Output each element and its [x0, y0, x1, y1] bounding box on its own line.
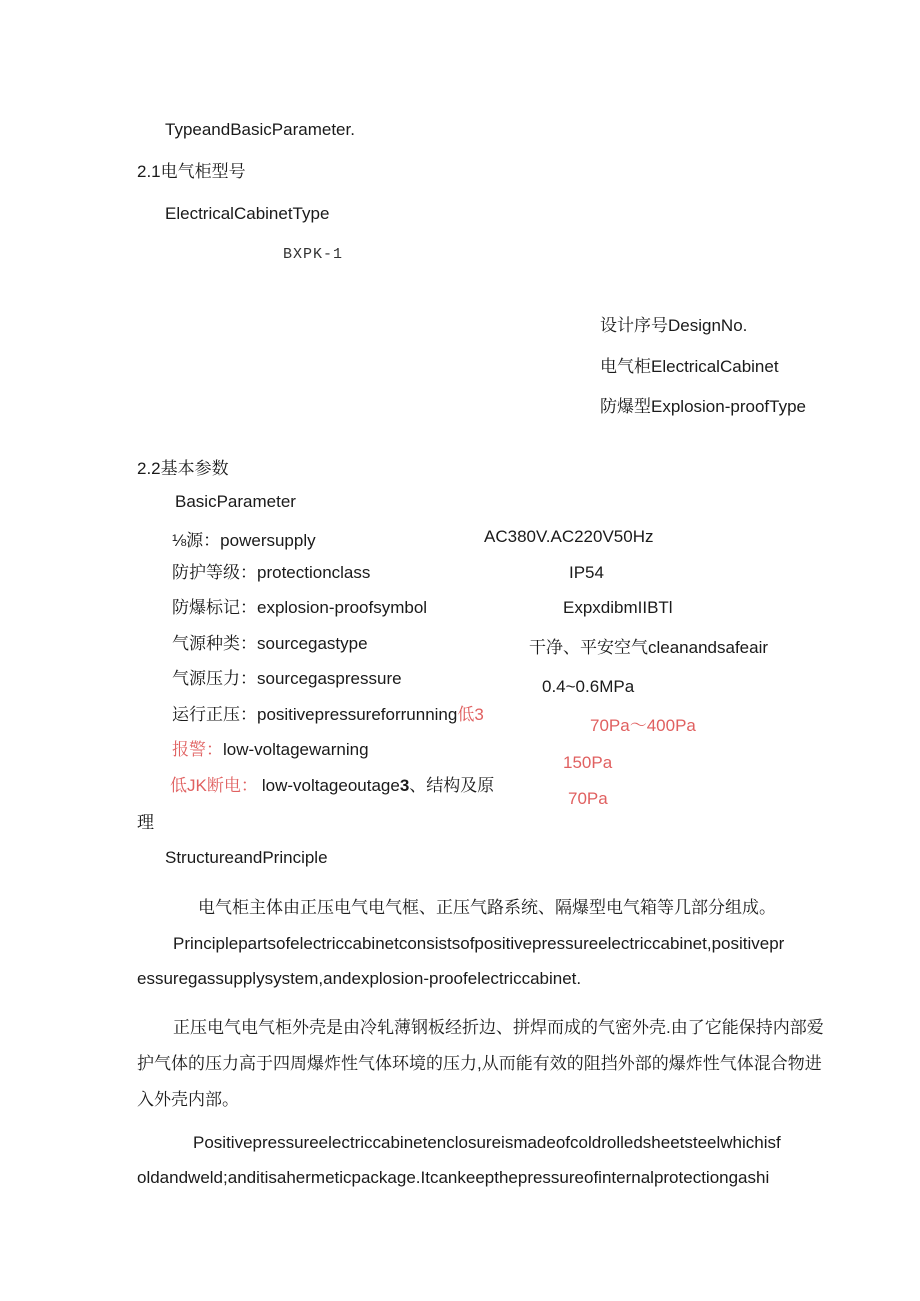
- param-label-rest: low-voltagewarning: [223, 740, 369, 759]
- section-title-en: TypeandBasicParameter.: [165, 120, 355, 139]
- param-value: AC380V.AC220V50Hz: [484, 527, 654, 546]
- param-label: [170, 776, 494, 796]
- subsection-heading-2-2: 2.2基本参数: [137, 459, 229, 478]
- param-label: [172, 705, 484, 725]
- section-heading-en: StructureandPrinciple: [165, 848, 328, 867]
- model-legend: [590, 305, 890, 416]
- param-value: IP54: [569, 563, 604, 582]
- param-label-rest: low-voltageoutage: [261, 776, 400, 795]
- paragraph-1-en-line2: essuregassupplysystem,andexplosion-proofelectriccabinet.: [137, 969, 582, 988]
- param-label-tail: 、结构及原: [409, 776, 495, 795]
- paragraph-2-en-line1: Positivepressureelectriccabinetenclosureismadeofcoldrolledsheetsteelwhichisf: [193, 1133, 781, 1152]
- param-label: 气源种类：sourcegastype: [172, 634, 368, 653]
- param-label-main: 运行正压：positivepressureforrunning: [172, 705, 458, 724]
- legend-electrical-cabinet: 电气柜ElectricalCabinet: [600, 357, 779, 376]
- paragraph-2-cn-line2: 护气体的压力高于四周爆炸性气体环境的压力,从而能有效的阻挡外部的爆炸性气体混合物进: [137, 1054, 822, 1073]
- subsection-heading-2-1: 2.1电气柜型号: [137, 162, 246, 181]
- param-label-tail: 低3: [457, 705, 484, 724]
- param-label: 气源压力：sourcegaspressure: [172, 669, 402, 688]
- paragraph-2-cn-line1: 正压电气电气柜外壳是由冷轧薄钢板经折边、拼焊而成的气密外壳.由了它能保持内部爱: [173, 1018, 824, 1037]
- param-label-bold: 3: [399, 776, 410, 795]
- paragraph-1-cn: 电气柜主体由正压电气电气框、正压气路系统、隔爆型电气箱等几部分组成。: [198, 898, 776, 917]
- param-value: 0.4~0.6MPa: [542, 677, 635, 696]
- wrapped-heading-tail: 理: [137, 813, 154, 832]
- legend-design-no: 设计序号DesignNo.: [600, 316, 748, 335]
- param-value: 70Pa: [568, 789, 608, 808]
- param-label: 防爆标记：explosion-proofsymbol: [172, 598, 428, 617]
- param-value-clip: [560, 780, 680, 808]
- paragraph-2-en-line2: oldandweld;anditisahermeticpackage.Itcankeepthepressureofinternalprotectiongashi: [137, 1168, 770, 1187]
- param-value: ExpxdibmIIBTl: [563, 598, 673, 617]
- model-code: BXPK-1: [283, 246, 344, 263]
- subsection-heading-2-1-en: ElectricalCabinetType: [165, 204, 330, 223]
- param-value: 150Pa: [563, 753, 613, 772]
- param-value: 70Pa～400Pa: [590, 716, 696, 735]
- paragraph-2-cn-line3: 入外壳内部。: [137, 1090, 239, 1109]
- param-label: 防护等级：protectionclass: [172, 563, 371, 582]
- param-label-red: 报警：: [172, 740, 223, 759]
- param-label-red: 低JK断电：: [170, 776, 258, 795]
- param-label: ⅛源：powersupply: [172, 531, 316, 550]
- param-value: 干净、平安空气cleanandsafeair: [529, 638, 769, 657]
- paragraph-1-en-line1: Principlepartsofelectriccabinetconsistsofpositivepressureelectriccabinet,positivepr: [173, 934, 785, 953]
- legend-explosion-proof-type: 防爆型Explosion-proofType: [600, 397, 806, 416]
- subsection-heading-2-2-en: BasicParameter: [175, 492, 296, 511]
- param-label: [172, 740, 369, 760]
